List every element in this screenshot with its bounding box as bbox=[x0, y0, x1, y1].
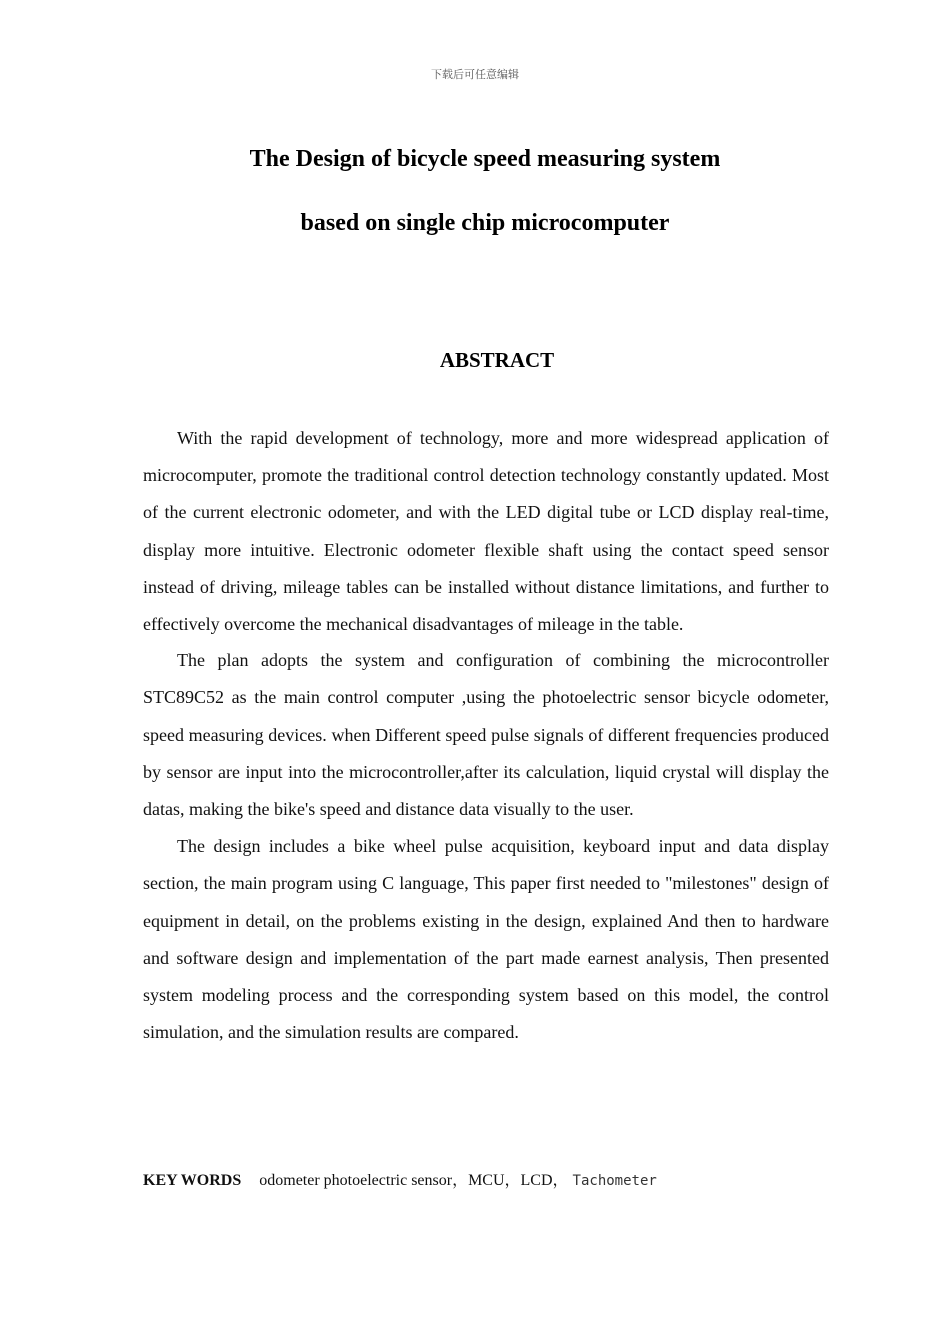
keywords-last: Tachometer bbox=[572, 1173, 657, 1189]
header-watermark: 下载后可任意编辑 bbox=[431, 68, 519, 81]
abstract-paragraph: The design includes a bike wheel pulse acquisition, keyboard input and data display section, the main program using C language, This paper first needed to "milestones" design of equipment in detail, on the problems existing in the design, explained And then to hardware and software design and implementation of the part made earnest analysis, Then presented system modeling process and the corresponding system based on this model, the control simulation, and the simulation results are compared. bbox=[143, 836, 829, 1043]
keywords-line bbox=[143, 1167, 843, 1190]
title-line-1: The Design of bicycle speed measuring system bbox=[249, 146, 721, 172]
abstract-paragraph: With the rapid development of technology, more and more widespread application of microcomputer, promote the traditional control detection technology constantly updated. Most of the current electronic odometer, and with the LED digital tube or LCD display real-time, display more intuitive. Electronic odometer flexible shaft using the contact speed sensor instead of driving, mileage tables can be installed without distance limitations, and further to effectively overcome the mechanical disadvantages of mileage in the table. bbox=[143, 428, 829, 635]
keywords-label: KEY WORDS bbox=[143, 1172, 242, 1189]
abstract-paragraph: The plan adopts the system and configuration of combining the microcontroller STC89C52 as the main control computer ,using the photoelectric sensor bicycle odometer, speed measuring devices. when Different speed pulse signals of different frequencies produced by sensor are input into the microcontroller,after its calculation, liquid crystal will display the datas, making the bike's speed and distance data visually to the user. bbox=[143, 650, 829, 820]
keywords-values: odometer photoelectric sensor，MCU，LCD， bbox=[259, 1172, 569, 1189]
title-line-2: based on single chip microcomputer bbox=[300, 210, 670, 236]
abstract-heading: ABSTRACT bbox=[439, 348, 555, 372]
abstract-body bbox=[143, 420, 829, 1051]
